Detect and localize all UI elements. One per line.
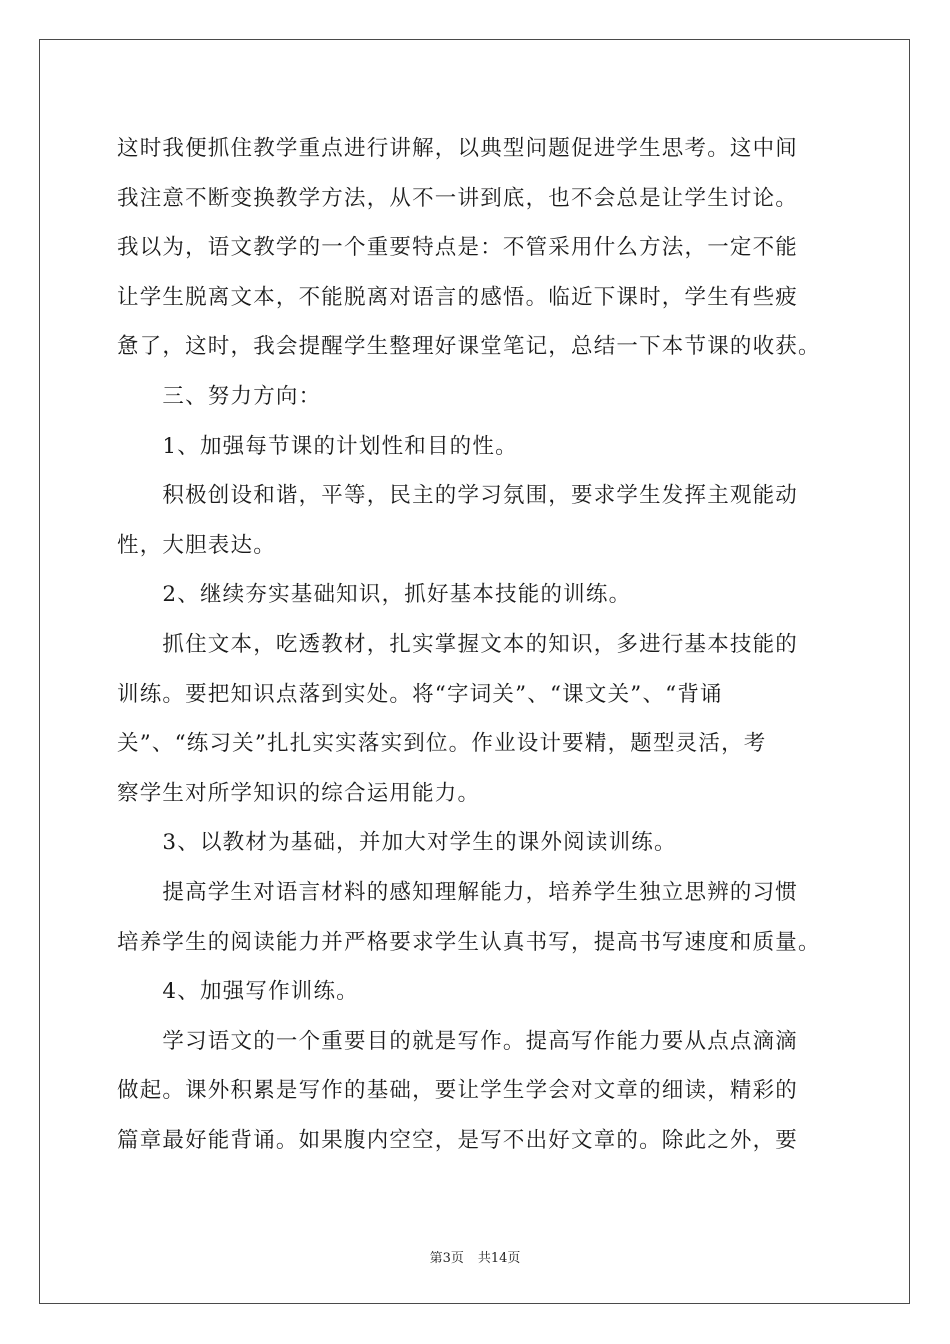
text-line: 培养学生的阅读能力并严格要求学生认真书写，提高书写速度和质量。 (117, 929, 821, 955)
list-item-heading: 2、继续夯实基础知识，抓好基本技能的训练。 (117, 582, 632, 608)
text-line: 提高学生对语言材料的感知理解能力，培养学生独立思辨的习惯 (117, 879, 799, 905)
text-line: 我以为，语文教学的一个重要特点是：不管采用什么方法，一定不能 (117, 235, 799, 261)
text-line: 积极创设和谐，平等，民主的学习氛围，要求学生发挥主观能动 (117, 483, 799, 509)
text-line: 惫了，这时，我会提醒学生整理好课堂笔记，总结一下本节课的收获。 (117, 334, 821, 360)
text-line: 性，大胆表达。 (117, 532, 276, 558)
section-heading: 三、努力方向： (117, 383, 322, 409)
list-item-heading: 4、加强写作训练。 (117, 979, 359, 1005)
text-line: 这时我便抓住教学重点进行讲解，以典型问题促进学生思考。这中间 (117, 136, 799, 161)
document-body (117, 124, 847, 1165)
text-line: 关”、“练习关”扎扎实实落实到位。作业设计要精，题型灵活，考 (117, 731, 767, 757)
text-line: 篇章最好能背诵。如果腹内空空，是写不出好文章的。除此之外，要 (117, 1127, 799, 1153)
text-line: 我注意不断变换教学方法，从不一讲到底，也不会总是让学生讨论。 (117, 185, 799, 211)
text-line: 学习语文的一个重要目的就是写作。提高写作能力要从点点滴滴 (117, 1028, 799, 1054)
text-line: 察学生对所学知识的综合运用能力。 (117, 780, 481, 806)
text-line: 做起。课外积累是写作的基础，要让学生学会对文章的细读，精彩的 (117, 1078, 799, 1104)
text-line: 抓住文本，吃透教材，扎实掌握文本的知识，多进行基本技能的 (117, 631, 799, 657)
list-item-heading: 1、加强每节课的计划性和目的性。 (117, 433, 518, 459)
text-line: 训练。要把知识点落到实处。将“字词关”、“课文关”、“背诵 (117, 681, 723, 707)
text-line: 让学生脱离文本，不能脱离对语言的感悟。临近下课时，学生有些疲 (117, 284, 799, 310)
list-item-heading: 3、以教材为基础，并加大对学生的课外阅读训练。 (117, 830, 677, 856)
page-footer (0, 1247, 950, 1266)
page-total: 共14页 (477, 1251, 521, 1266)
page-number: 第3页 (429, 1251, 464, 1266)
